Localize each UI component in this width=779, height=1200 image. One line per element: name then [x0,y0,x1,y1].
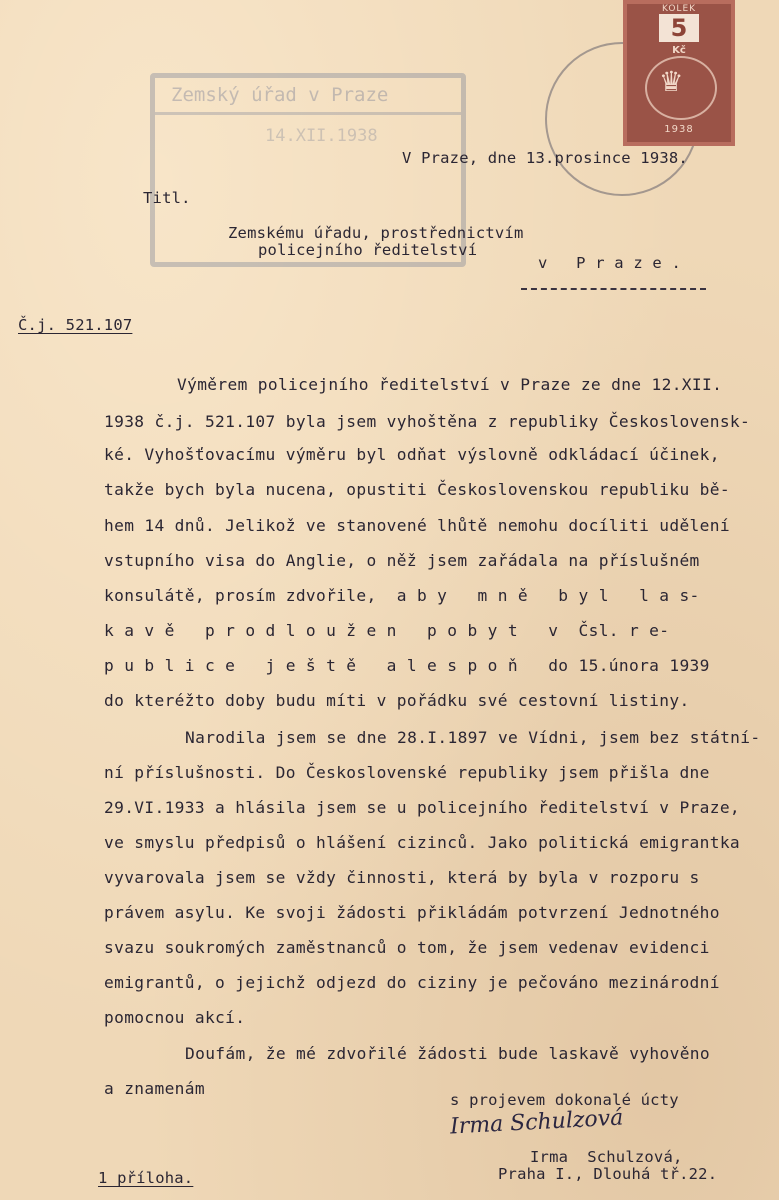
body-line: k a v ě p r o d l o u ž e n p o b y t v Čsl. r e- [104,621,670,640]
body-line: 29.VI.1933 a hlásila jsem se u policejního ředitelství v Praze, [104,798,741,817]
lion-emblem-icon: ♛ [661,60,682,100]
date-line: V Praze, dne 13.prosince 1938. [402,149,688,167]
addressee-city: v P r a z e . [538,254,681,272]
body-line: vyvarovala jsem se vždy činnosti, která by byla v rozporu s [104,868,700,887]
body-line: a znamenám [104,1079,205,1098]
body-line: Narodila jsem se dne 28.I.1897 ve Vídni, jsem bez státní- [185,728,761,747]
body-line: ní příslušnosti. Do Československé republiky jsem přišla dne [104,763,710,782]
body-line: emigrantů, o jejichž odjezd do ciziny je pečováno mezinárodní [104,973,720,992]
revenue-stamp-value: 5 [659,14,699,42]
revenue-stamp [623,0,735,146]
body-line: 1938 č.j. 521.107 byla jsem vyhoštěna z republiky Československ- [104,412,751,431]
addressee-line-2: policejního ředitelství [258,241,478,259]
body-line: Doufám, že mé zdvořilé žádosti bude laskavě vyhověno [185,1044,710,1063]
revenue-stamp-year: 1938 [664,124,694,135]
body-line: vstupního visa do Anglie, o něž jsem zařádala na příslušném [104,551,700,570]
signatory-address: Praha I., Dlouhá tř.22. [498,1165,718,1183]
closing-phrase: s projevem dokonalé úcty [450,1091,679,1109]
body-line: hem 14 dnů. Jelikož ve stanovené lhůtě nemohu docíliti udělení [104,516,730,535]
addressee-underline [521,288,706,290]
enclosure-note: 1 příloha. [98,1169,194,1187]
received-stamp-title: Zemský úřad v Praze [171,84,389,106]
revenue-stamp-currency: Kč [672,45,686,56]
received-stamp-divider [155,112,461,115]
signatory-name: Irma Schulzová, [530,1148,683,1166]
body-line: takže bych byla nucena, opustiti Československou republiku bě- [104,480,730,499]
body-line: ve smyslu předpisů o hlášení cizinců. Jako politická emigrantka [104,833,741,852]
revenue-stamp-kolek: KOLEK [661,4,697,14]
body-line: konsulátě, prosím zdvořile, a b y m n ě b y l l a s- [104,586,700,605]
handwritten-signature: Irma Schulzová [449,1105,624,1140]
body-line: svazu soukromých zaměstnanců o tom, že jsem vedenav evidenci [104,938,710,957]
body-line: Výměrem policejního ředitelství v Praze ze dne 12.XII. [177,375,723,394]
body-line: pomocnou akcí. [104,1008,246,1027]
body-line: právem asylu. Ke svoji žádosti přikládám potvrzení Jednotného [104,903,720,922]
salutation: Titl. [143,189,191,207]
reference-number: Č.j. 521.107 [18,316,133,334]
body-line: p u b l i c e j e š t ě a l e s p o ň do 15.února 1939 [104,656,710,675]
addressee-line-1: Zemskému úřadu, prostřednictvím [228,224,524,242]
received-stamp-date: 14.XII.1938 [265,126,378,146]
body-line: ké. Vyhošťovacímu výměru byl odňat výslovně odkládací účinek, [104,445,720,464]
body-line: do kteréžto doby budu míti v pořádku své cestovní listiny. [104,691,690,710]
